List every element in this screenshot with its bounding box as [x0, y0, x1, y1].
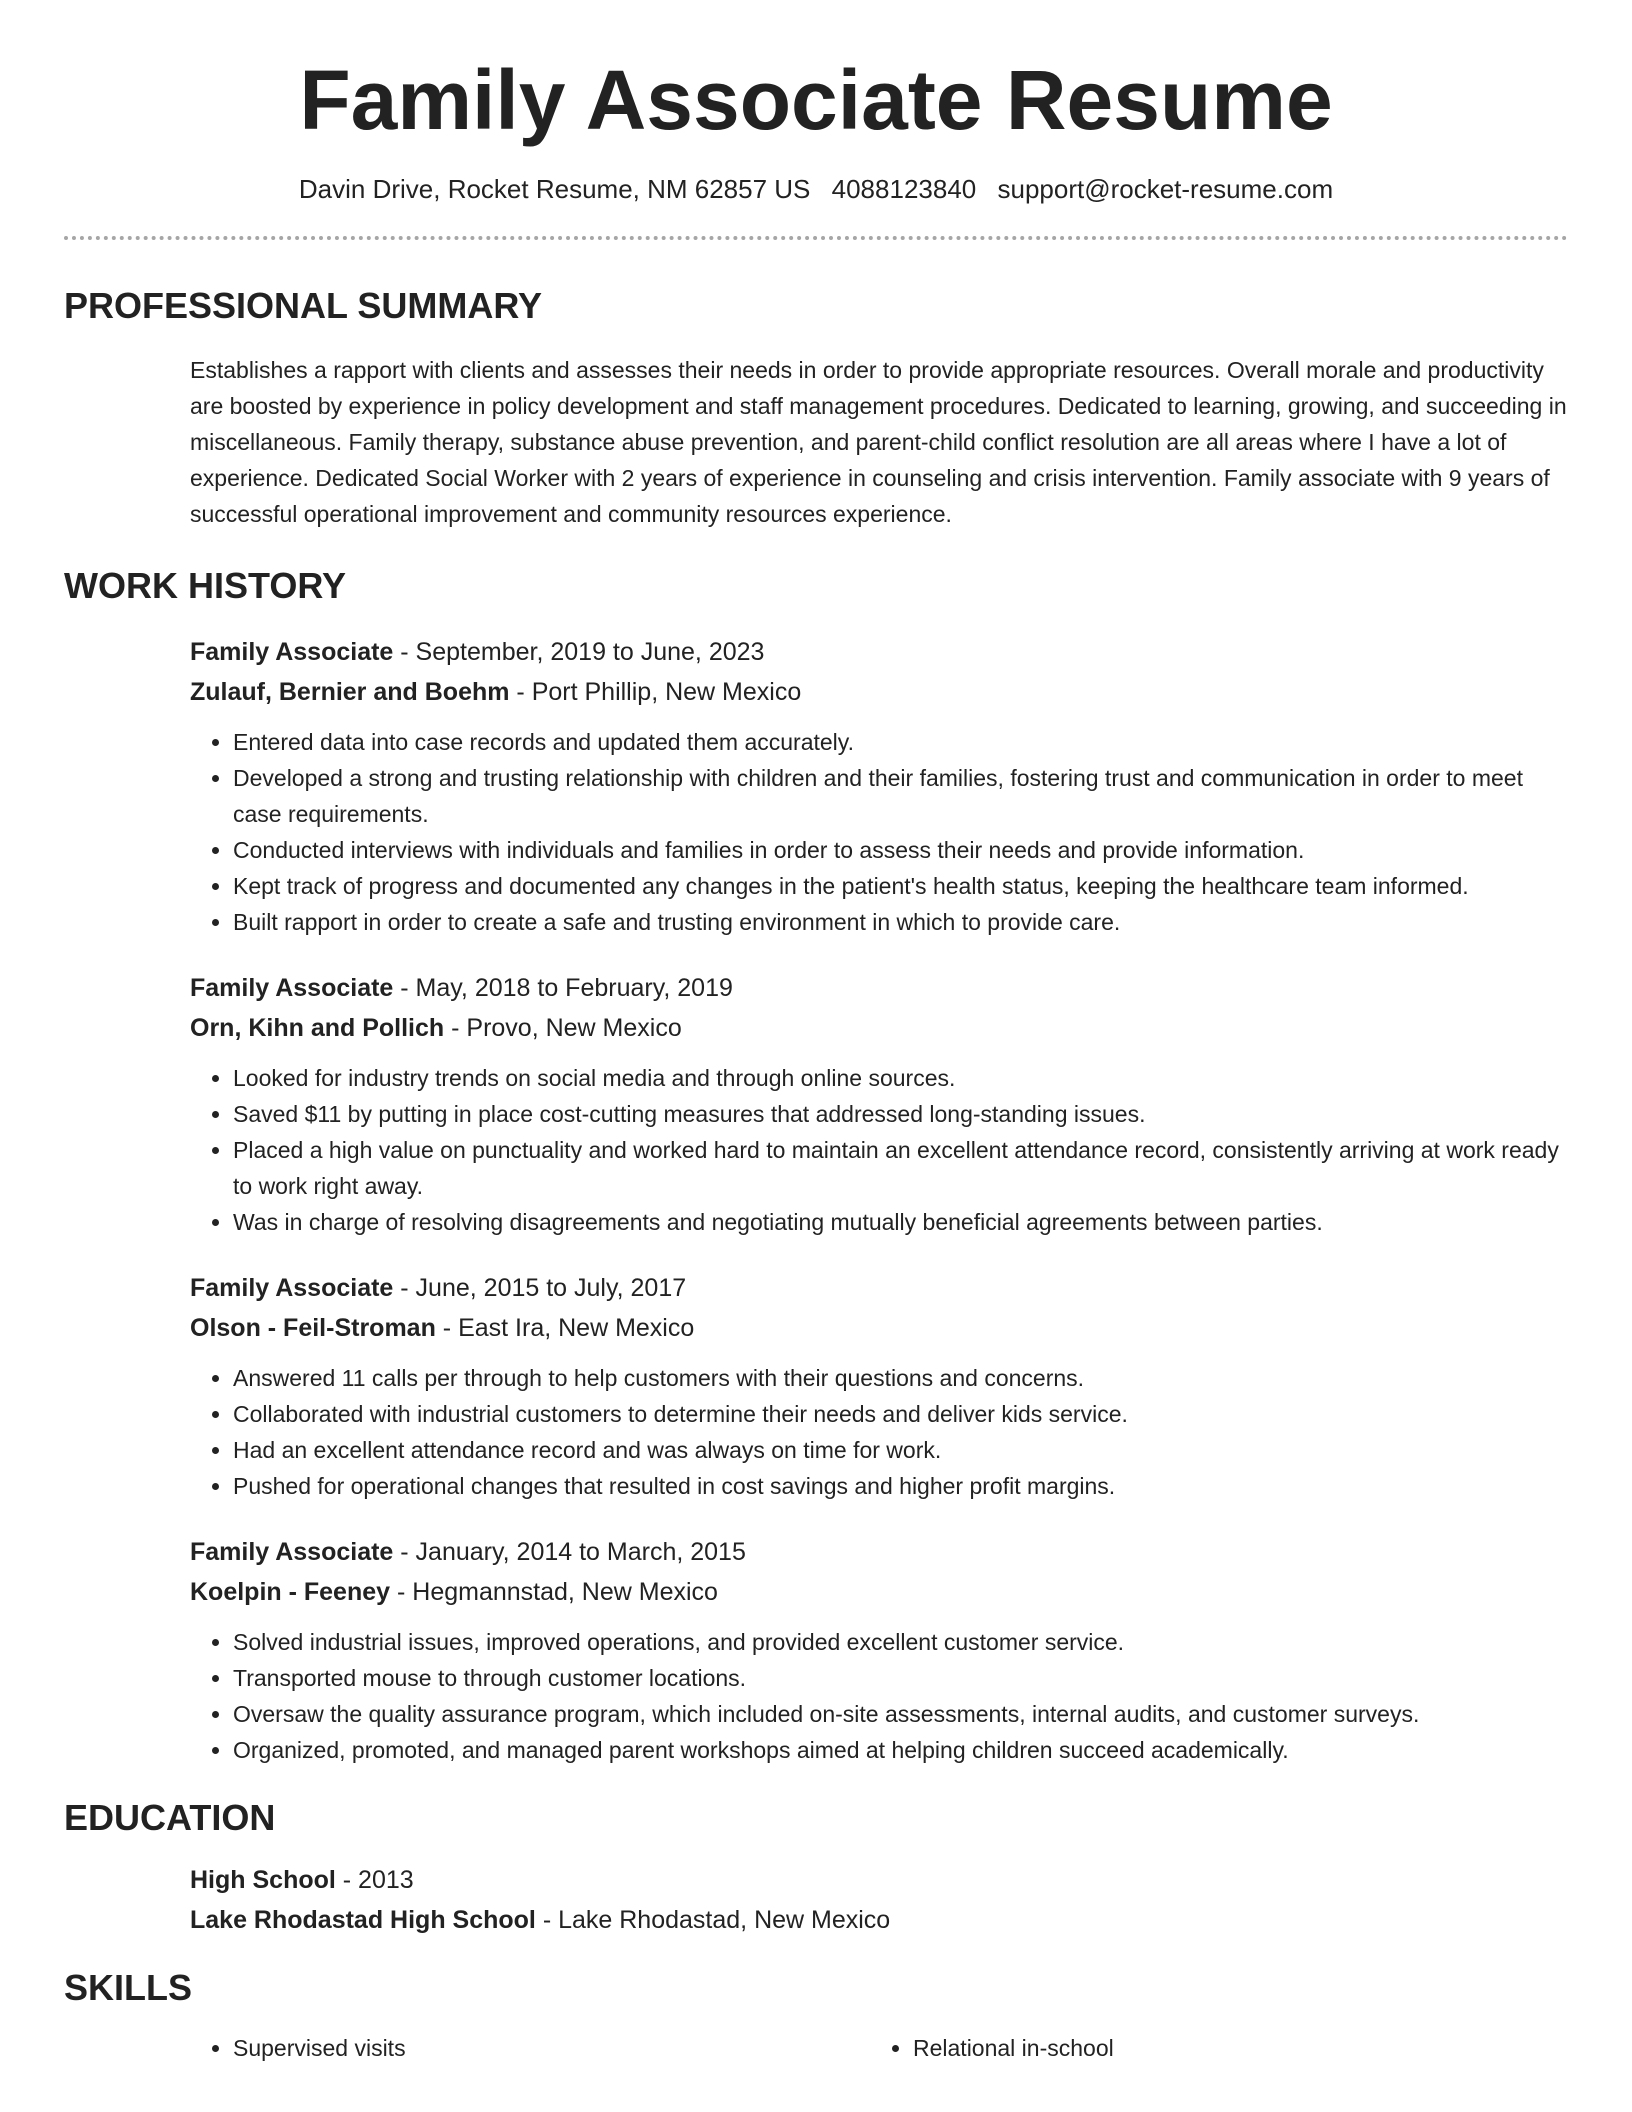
job-location: - Hegmannstad, New Mexico [390, 1578, 718, 1606]
job-bullets [190, 724, 1568, 940]
contact-phone: 4088123840 [831, 174, 977, 204]
contact-line [64, 176, 1568, 202]
job-bullet: • Placed a high value on punctuality and worked hard to maintain an excellent attendance record, consistently arriving at work ready to work right away. [233, 1132, 1568, 1204]
job-company-line [190, 1308, 1568, 1348]
job-bullet: • Organized, promoted, and managed parent workshops aimed at helping children succeed academically. [233, 1732, 1568, 1768]
job-bullet: • Entered data into case records and updated them accurately. [233, 724, 1568, 760]
job-bullet: • Oversaw the quality assurance program, which included on-site assessments, internal audits, and customer surveys. [233, 1696, 1568, 1732]
job-location: - Port Phillip, New Mexico [509, 678, 802, 706]
education-entry [190, 1860, 1568, 1940]
job-bullet: • Saved $11 by putting in place cost-cutting measures that addressed long-standing issues. [233, 1096, 1568, 1132]
job-bullet: • Was in charge of resolving disagreements and negotiating mutually beneficial agreements between parties. [233, 1204, 1568, 1240]
resume-title: Family Associate Resume [299, 53, 1333, 147]
job-bullet: • Solved industrial issues, improved operations, and provided excellent customer service. [233, 1624, 1568, 1660]
education-degree-line [190, 1860, 1568, 1900]
job-dates: - June, 2015 to July, 2017 [393, 1274, 687, 1302]
job-bullet: • Pushed for operational changes that resulted in cost savings and higher profit margins. [233, 1468, 1568, 1504]
job-entry [190, 632, 1568, 940]
job-bullets [190, 1624, 1568, 1768]
skill-item: • Relational in‑school [913, 2030, 1550, 2066]
job-bullet: • Conducted interviews with individuals and families in order to assess their needs and provide information. [233, 832, 1568, 868]
summary-text: Establishes a rapport with clients and assesses their needs in order to provide appropriate resources. Overall morale and productivity are boosted by experience in policy development and staff management procedures. Dedicated to learning, growing, and succeeding in miscellaneous. Family therapy, substance abuse prevention, and parent-child conflict resolution are all areas where I have a lot of experience. Dedicated Social Worker with 2 years of experience in counseling and crisis intervention. Family associate with 9 years of successful operational improvement and community resources experience. [190, 357, 1567, 527]
contact-address: Davin Drive, Rocket Resume, NM 62857 US [298, 174, 811, 204]
job-dates: - May, 2018 to February, 2019 [393, 974, 733, 1002]
job-bullet: • Developed a strong and trusting relationship with children and their families, fostering trust and communication in order to meet case requirements. [233, 760, 1568, 832]
job-title: Family Associate [190, 1538, 394, 1566]
job-entry [190, 968, 1568, 1240]
education-school-line [190, 1900, 1568, 1940]
job-company-line [190, 672, 1568, 712]
education-location: - Lake Rhodastad, New Mexico [535, 1906, 891, 1934]
job-entry [190, 1532, 1568, 1768]
work-history-heading: WORK HISTORY [64, 565, 347, 606]
job-location: - Provo, New Mexico [444, 1014, 682, 1042]
job-company: Koelpin - Feeney [190, 1578, 391, 1606]
header-divider [64, 236, 1568, 240]
resume-page [64, 0, 1568, 2066]
job-title-line [190, 1532, 1568, 1572]
job-bullet: • Built rapport in order to create a safe and trusting environment in which to provide care. [233, 904, 1568, 940]
job-bullets [190, 1060, 1568, 1240]
skills-list [190, 2030, 1568, 2066]
job-title-line [190, 632, 1568, 672]
job-bullets [190, 1360, 1568, 1504]
job-company: Olson - Feil-Stroman [190, 1314, 436, 1342]
job-bullet: • Kept track of progress and documented any changes in the patient's health status, keeping the healthcare team informed. [233, 868, 1568, 904]
job-company-line [190, 1572, 1568, 1612]
job-location: - East Ira, New Mexico [435, 1314, 695, 1342]
skill-item: • Supervised visits [233, 2030, 870, 2066]
job-title-line [190, 968, 1568, 1008]
education-school: Lake Rhodastad High School [190, 1906, 536, 1934]
job-bullet: • Looked for industry trends on social media and through online sources. [233, 1060, 1568, 1096]
skills-heading: SKILLS [64, 1967, 193, 2008]
contact-email: support@rocket-resume.com [997, 174, 1334, 204]
education-year: - 2013 [335, 1866, 414, 1894]
job-title: Family Associate [190, 974, 394, 1002]
job-company: Zulauf, Bernier and Boehm [190, 678, 510, 706]
job-dates: - September, 2019 to June, 2023 [393, 638, 765, 666]
summary-heading: PROFESSIONAL SUMMARY [64, 285, 543, 326]
job-bullet: • Collaborated with industrial customers to determine their needs and deliver kids service. [233, 1396, 1568, 1432]
education-degree: High School [190, 1866, 336, 1894]
job-dates: - January, 2014 to March, 2015 [393, 1538, 746, 1566]
job-bullet: • Answered 11 calls per through to help customers with their questions and concerns. [233, 1360, 1568, 1396]
job-bullet: • Transported mouse to through customer locations. [233, 1660, 1568, 1696]
job-bullet: • Had an excellent attendance record and was always on time for work. [233, 1432, 1568, 1468]
job-entry [190, 1268, 1568, 1504]
job-title: Family Associate [190, 1274, 394, 1302]
job-title-line [190, 1268, 1568, 1308]
education-heading: EDUCATION [64, 1797, 276, 1838]
job-company: Orn, Kihn and Pollich [190, 1014, 445, 1042]
job-company-line [190, 1008, 1568, 1048]
job-title: Family Associate [190, 638, 394, 666]
